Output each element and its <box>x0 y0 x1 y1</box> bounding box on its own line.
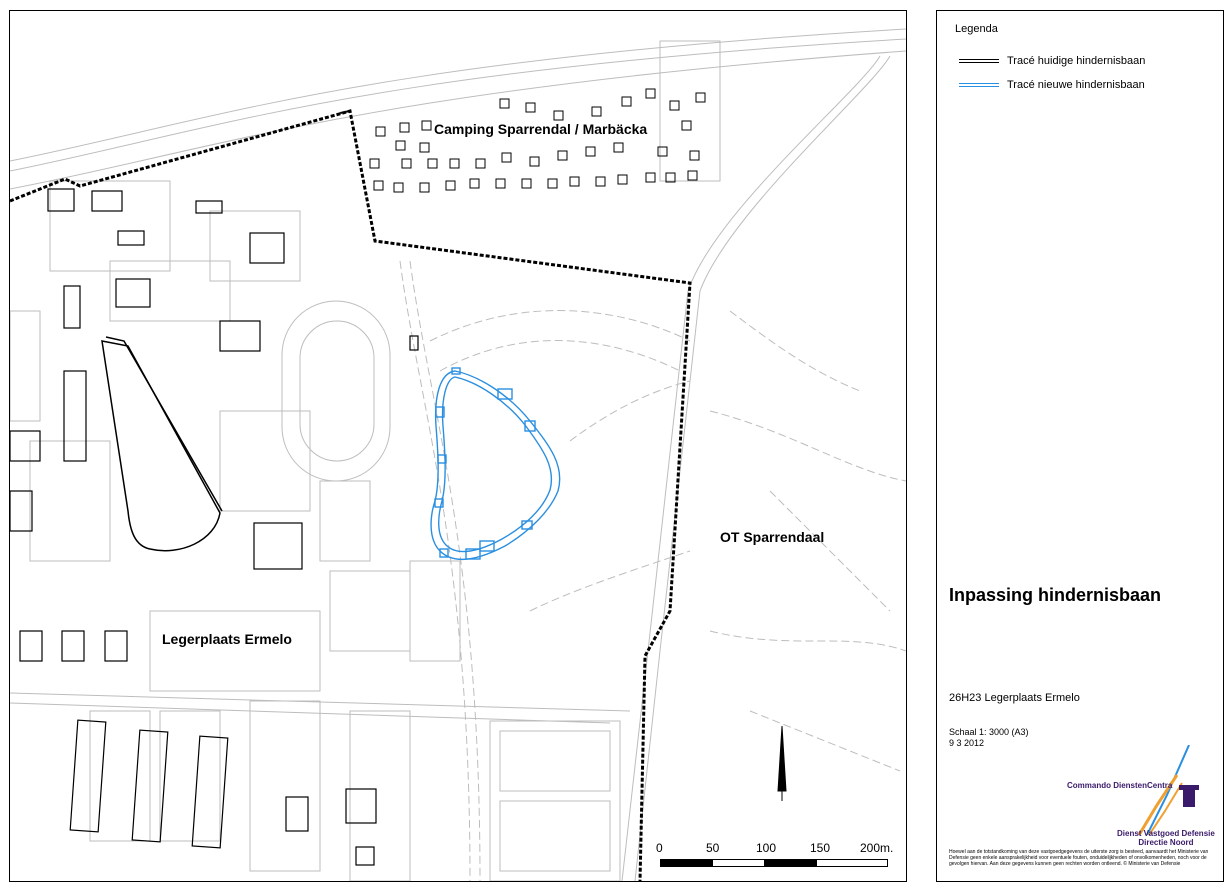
label-camping: Camping Sparrendal / Marbäcka <box>434 121 648 137</box>
scale-tick-100: 100 <box>756 841 777 855</box>
legend-item-current <box>959 55 1145 67</box>
panel-title: Inpassing hindernisbaan <box>949 585 1162 605</box>
panel-subtitle: 26H23 Legerplaats Ermelo <box>949 692 1080 704</box>
defensie-logo-icon <box>1127 745 1207 835</box>
current-obstacle-course <box>102 341 220 551</box>
running-track-inner <box>300 321 374 461</box>
map-frame[interactable] <box>9 10 907 882</box>
org-dvd-line2: Directie Noord <box>1138 838 1194 847</box>
scale-tick-200: 200m. <box>860 841 894 855</box>
road-top <box>10 39 906 171</box>
label-legerplaats: Legerplaats Ermelo <box>162 631 292 647</box>
legend-swatch-new <box>959 83 999 87</box>
legend-label-new: Tracé nieuwe hindernisbaan <box>1007 79 1145 91</box>
scale-tick-0: 0 <box>656 841 663 855</box>
new-obstacle-course <box>431 371 560 559</box>
panel-scale: Schaal 1: 3000 (A3) <box>949 727 1029 737</box>
scale-seg-4 <box>816 859 888 867</box>
road-bottom-2 <box>10 703 610 723</box>
scale-seg-1 <box>660 859 714 867</box>
org-dvd-line1: Dienst Vastgoed Defensie <box>1117 829 1215 838</box>
road-right <box>635 56 890 881</box>
scale-tick-150: 150 <box>810 841 831 855</box>
org-commando-dienstencentra: Commando DienstenCentra <box>1067 781 1173 790</box>
road-right-2 <box>622 56 880 881</box>
label-ot-sparrendaal: OT Sparrendaal <box>720 529 825 545</box>
org-dienst-vastgoed <box>1117 829 1215 847</box>
north-arrow-icon <box>778 726 786 801</box>
legend-swatch-current <box>959 59 999 63</box>
scale-seg-2 <box>712 859 766 867</box>
legend-item-new <box>959 79 1145 91</box>
side-panel <box>936 10 1224 882</box>
scale-bar <box>656 841 900 871</box>
legend-title: Legenda <box>955 23 998 35</box>
scale-seg-3 <box>764 859 818 867</box>
map-canvas[interactable] <box>10 11 906 881</box>
scale-tick-50: 50 <box>706 841 720 855</box>
disclaimer-text: Hoewel aan de totstandkoming van deze vastgoedgegevens de uiterste zorg is besteed, aanvaardt het Ministerie van Defensie geen enkele aansprakelijkheid voor eventuele fouten, onduidelijkheden of onvolkomenheden, noch voor de gevolgen hiervan. Aan deze gegevens kunnen geen rechten worden ontleend. © Ministerie van Defensie <box>949 849 1209 867</box>
panel-date: 9 3 2012 <box>949 738 985 748</box>
legend-label-current: Tracé huidige hindernisbaan <box>1007 55 1146 67</box>
